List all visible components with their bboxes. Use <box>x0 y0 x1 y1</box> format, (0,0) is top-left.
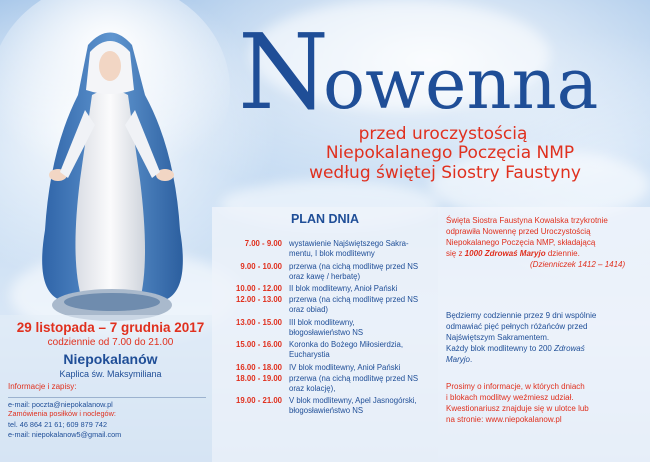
text-fragment-bold: 1000 Zdrowaś Maryjo <box>464 249 546 258</box>
plan-time: 7.00 - 9.00 <box>244 239 282 248</box>
plan-title: PLAN DNIA <box>290 212 360 226</box>
event-chapel: Kaplica św. Maksymiliana <box>59 369 162 379</box>
text-fragment: (Dzienniczek 1412 – 1414) <box>530 260 626 269</box>
faustyna-line <box>446 248 642 259</box>
plan-description-line: oraz kolację), <box>289 383 336 393</box>
divider <box>8 397 206 398</box>
event-place: Niepokalanów <box>63 351 158 367</box>
plan-description <box>289 239 437 259</box>
contact-email-2[interactable]: e-mail: niepokalanow5@gmail.com <box>8 430 122 439</box>
event-info-panel <box>0 315 212 462</box>
plan-time: 13.00 - 15.00 <box>236 317 282 327</box>
plan-description <box>289 284 437 294</box>
registration-line: Prosimy o informacje, w których dniach <box>446 382 585 391</box>
rosary-line <box>446 354 642 365</box>
plan-description-line: przerwa (na cichą modlitwę przed NS <box>289 373 419 383</box>
website-link[interactable]: na stronie: www.niepokalanow.pl <box>446 415 562 424</box>
rosary-line: Najświętszym Sakramentem. <box>446 333 550 342</box>
plan-description-line: Eucharystia <box>289 350 330 359</box>
text-fragment: się z <box>446 249 465 258</box>
plan-time: 16.00 - 18.00 <box>236 362 282 372</box>
title-initial: N <box>238 11 329 133</box>
contact-email[interactable]: e-mail: poczta@niepokalanow.pl <box>8 400 113 409</box>
registration-paragraph <box>446 381 642 425</box>
plan-description-line: III blok modlitewny, <box>289 317 355 327</box>
registration-line: i blokach modlitwy weźmiesz udział. <box>446 393 574 402</box>
title-rest: owenna <box>323 43 599 125</box>
poster-title <box>238 11 599 133</box>
rosary-line: Będziemy codziennie przez 9 dni wspólnie <box>446 311 597 320</box>
plan-description-line: oraz obiad) <box>289 305 329 314</box>
plan-description-line: przerwa (na cichą modlitwę przed NS <box>289 295 419 304</box>
plan-time: 10.00 - 12.00 <box>236 284 282 293</box>
contact-phone: tel. 46 864 21 61; 609 879 742 <box>8 420 107 429</box>
plan-description-line: przerwa (na cichą modlitwę przed NS <box>289 261 419 271</box>
text-fragment: . <box>470 355 473 364</box>
plan-description <box>289 396 437 416</box>
rosary-line: odmawiać pięć pełnych różańców przed <box>446 322 588 331</box>
event-hours: codziennie od 7.00 do 21.00 <box>47 337 174 348</box>
rosary-paragraph <box>446 310 642 365</box>
info-label: Informacje i zapisy: <box>8 382 77 391</box>
virgin-mary-statue-image <box>0 0 230 330</box>
plan-time: 12.00 - 13.00 <box>236 295 282 304</box>
plan-time: 9.00 - 10.00 <box>240 261 282 271</box>
plan-description-line: mentu, I blok modlitewny <box>289 249 375 258</box>
faustyna-line: Niepokalanego Poczęcia NMP, składającą <box>446 238 596 247</box>
plan-description <box>289 363 437 373</box>
plan-description <box>289 262 437 282</box>
plan-description <box>289 318 437 338</box>
plan-description-line: Koronka do Bożego Miłosierdzia, <box>289 340 403 349</box>
text-fragment-italic: Maryjo <box>446 355 471 364</box>
text-fragment-italic: Zdrowaś <box>554 344 585 353</box>
plan-description-line: błogosławieństwo NS <box>289 327 364 337</box>
plan-time: 15.00 - 16.00 <box>236 340 282 349</box>
plan-description-line: wystawienie Najświętszego Sakra- <box>289 239 409 248</box>
text-fragment: Każdy blok modlitewny to 200 <box>446 344 555 353</box>
faustyna-line: odprawiła Nowennę przed Uroczystością <box>446 227 591 236</box>
plan-description-line: oraz kawę / herbatę) <box>289 271 361 281</box>
plan-time: 19.00 - 21.00 <box>236 396 282 405</box>
plan-description-line: V blok modlitewny, Apel Jasnogórski, <box>289 396 417 405</box>
faustyna-line: Święta Siostra Faustyna Kowalska trzykrotnie <box>446 216 608 225</box>
subtitle-line-3: według świętej Siostry Faustyny <box>309 163 581 183</box>
plan-description <box>289 374 437 394</box>
faustyna-paragraph <box>446 215 642 270</box>
text-fragment: dziennie. <box>545 249 580 258</box>
registration-line: Kwestionariusz znajduje się w ulotce lub <box>446 404 589 413</box>
info-text-panel <box>438 207 650 462</box>
plan-description <box>289 340 437 360</box>
contact-orders-label: Zamówienia posiłków i noclegów: <box>8 409 116 418</box>
rosary-line <box>446 343 642 354</box>
subtitle-line-1: przed uroczystością <box>358 124 528 144</box>
plan-description <box>289 295 437 315</box>
subtitle-line-2: Niepokalanego Poczęcia NMP <box>325 143 575 163</box>
plan-description-line: IV blok modlitewny, Anioł Pański <box>289 362 401 372</box>
diary-reference <box>446 259 642 270</box>
event-dates: 29 listopada – 7 grudnia 2017 <box>16 320 205 335</box>
plan-time: 18.00 - 19.00 <box>236 373 282 383</box>
plan-description-line: II blok modlitewny, Anioł Pański <box>289 284 398 293</box>
plan-description-line: błogosławieństwo NS <box>289 406 364 415</box>
plan-panel <box>212 207 438 462</box>
